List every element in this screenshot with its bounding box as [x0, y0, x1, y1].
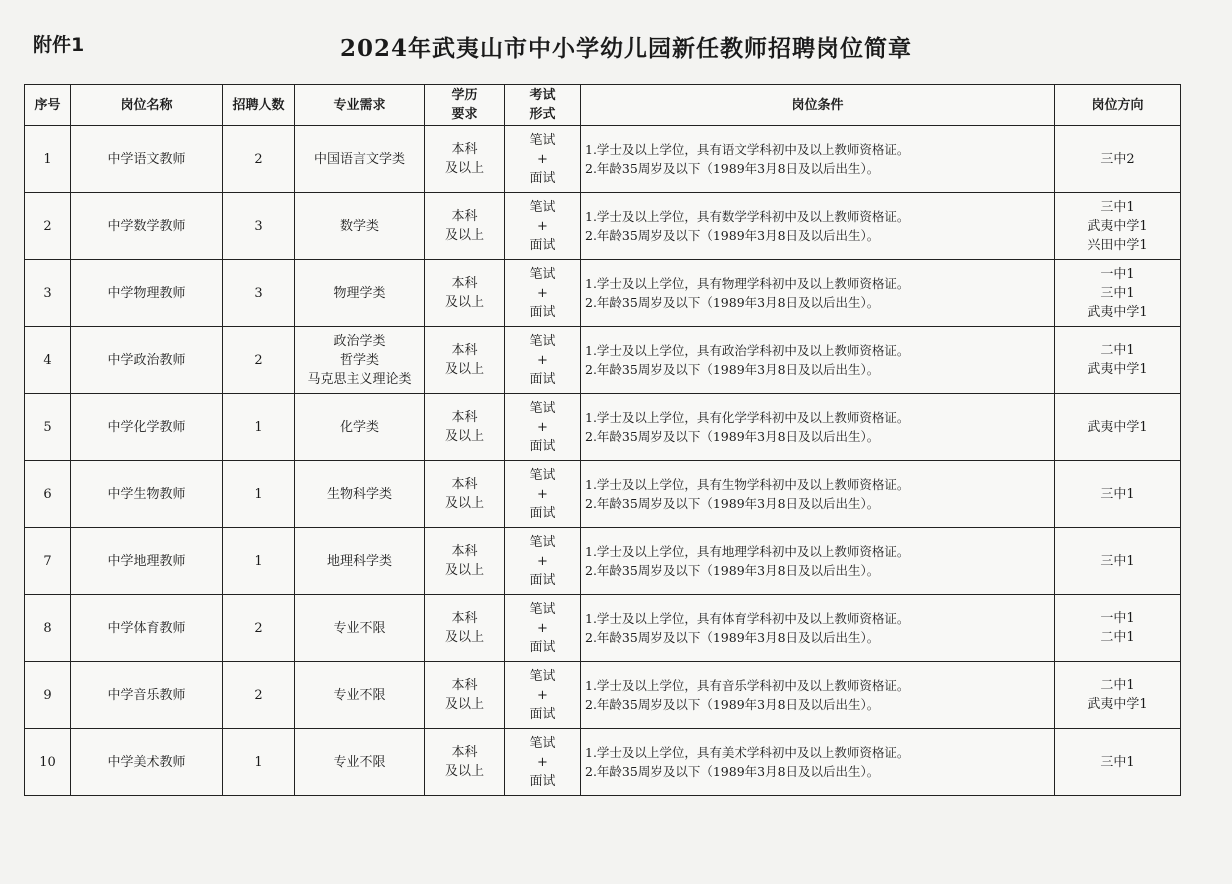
table-row — [25, 260, 1181, 327]
cell-no: 4 — [25, 327, 71, 394]
table-row — [25, 126, 1181, 193]
cell-direction: 二中1 武夷中学1 — [1055, 327, 1181, 394]
cell-position: 中学化学教师 — [71, 394, 223, 461]
cell-position: 中学政治教师 — [71, 327, 223, 394]
table-row — [25, 461, 1181, 528]
header-major: 专业需求 — [295, 85, 425, 126]
table-header-row — [25, 85, 1181, 126]
cell-no: 9 — [25, 662, 71, 729]
cell-no: 2 — [25, 193, 71, 260]
cell-education: 本科 及以上 — [425, 528, 505, 595]
cell-education: 本科 及以上 — [425, 729, 505, 796]
header-education: 学历 要求 — [425, 85, 505, 126]
cell-position: 中学体育教师 — [71, 595, 223, 662]
cell-conditions: 1.学士及以上学位，具有数学学科初中及以上教师资格证。 2.年龄35周岁及以下（1989年3月8日及以后出生）。 — [581, 193, 1055, 260]
cell-major: 生物科学类 — [295, 461, 425, 528]
cell-direction: 一中1 二中1 — [1055, 595, 1181, 662]
cell-major: 中国语言文学类 — [295, 126, 425, 193]
table-row — [25, 662, 1181, 729]
cell-no: 6 — [25, 461, 71, 528]
cell-exam: 笔试 + 面试 — [505, 662, 581, 729]
header-no: 序号 — [25, 85, 71, 126]
header-count: 招聘人数 — [223, 85, 295, 126]
cell-direction: 三中2 — [1055, 126, 1181, 193]
cell-exam: 笔试 + 面试 — [505, 126, 581, 193]
table-row — [25, 394, 1181, 461]
cell-exam: 笔试 + 面试 — [505, 595, 581, 662]
cell-major: 专业不限 — [295, 662, 425, 729]
header-direction: 岗位方向 — [1055, 85, 1181, 126]
cell-count: 1 — [223, 729, 295, 796]
recruitment-table — [24, 84, 1181, 796]
cell-direction: 三中1 — [1055, 461, 1181, 528]
cell-count: 3 — [223, 193, 295, 260]
cell-count: 1 — [223, 394, 295, 461]
cell-exam: 笔试 + 面试 — [505, 260, 581, 327]
cell-count: 1 — [223, 528, 295, 595]
cell-direction: 三中1 — [1055, 729, 1181, 796]
cell-major: 物理学类 — [295, 260, 425, 327]
table-row — [25, 193, 1181, 260]
cell-count: 2 — [223, 595, 295, 662]
cell-major: 政治学类 哲学类 马克思主义理论类 — [295, 327, 425, 394]
header-conditions: 岗位条件 — [581, 85, 1055, 126]
table-row — [25, 595, 1181, 662]
cell-conditions: 1.学士及以上学位，具有生物学科初中及以上教师资格证。 2.年龄35周岁及以下（1989年3月8日及以后出生）。 — [581, 461, 1055, 528]
cell-position: 中学数学教师 — [71, 193, 223, 260]
cell-count: 1 — [223, 461, 295, 528]
cell-exam: 笔试 + 面试 — [505, 394, 581, 461]
cell-conditions: 1.学士及以上学位，具有物理学科初中及以上教师资格证。 2.年龄35周岁及以下（1989年3月8日及以后出生）。 — [581, 260, 1055, 327]
cell-exam: 笔试 + 面试 — [505, 729, 581, 796]
cell-conditions: 1.学士及以上学位，具有化学学科初中及以上教师资格证。 2.年龄35周岁及以下（1989年3月8日及以后出生）。 — [581, 394, 1055, 461]
cell-major: 化学类 — [295, 394, 425, 461]
cell-count: 2 — [223, 662, 295, 729]
cell-direction: 武夷中学1 — [1055, 394, 1181, 461]
cell-position: 中学地理教师 — [71, 528, 223, 595]
cell-major: 专业不限 — [295, 595, 425, 662]
cell-education: 本科 及以上 — [425, 126, 505, 193]
cell-no: 7 — [25, 528, 71, 595]
cell-direction: 三中1 — [1055, 528, 1181, 595]
cell-conditions: 1.学士及以上学位，具有美术学科初中及以上教师资格证。 2.年龄35周岁及以下（1989年3月8日及以后出生）。 — [581, 729, 1055, 796]
cell-exam: 笔试 + 面试 — [505, 528, 581, 595]
page-title: 2024年武夷山市中小学幼儿园新任教师招聘岗位简章 — [339, 35, 912, 62]
table-row — [25, 729, 1181, 796]
cell-major: 地理科学类 — [295, 528, 425, 595]
cell-no: 10 — [25, 729, 71, 796]
cell-conditions: 1.学士及以上学位，具有体育学科初中及以上教师资格证。 2.年龄35周岁及以下（1989年3月8日及以后出生）。 — [581, 595, 1055, 662]
cell-exam: 笔试 + 面试 — [505, 193, 581, 260]
cell-exam: 笔试 + 面试 — [505, 461, 581, 528]
attachment-label: 附件1 — [33, 34, 85, 56]
cell-position: 中学物理教师 — [71, 260, 223, 327]
cell-major: 数学类 — [295, 193, 425, 260]
cell-count: 3 — [223, 260, 295, 327]
table-row — [25, 327, 1181, 394]
cell-direction: 一中1 三中1 武夷中学1 — [1055, 260, 1181, 327]
header-position: 岗位名称 — [71, 85, 223, 126]
cell-count: 2 — [223, 126, 295, 193]
table-row — [25, 528, 1181, 595]
cell-position: 中学语文教师 — [71, 126, 223, 193]
cell-position: 中学美术教师 — [71, 729, 223, 796]
cell-no: 5 — [25, 394, 71, 461]
cell-position: 中学生物教师 — [71, 461, 223, 528]
cell-education: 本科 及以上 — [425, 193, 505, 260]
cell-education: 本科 及以上 — [425, 260, 505, 327]
header-exam: 考试 形式 — [505, 85, 581, 126]
cell-education: 本科 及以上 — [425, 327, 505, 394]
cell-education: 本科 及以上 — [425, 394, 505, 461]
cell-no: 8 — [25, 595, 71, 662]
cell-conditions: 1.学士及以上学位，具有音乐学科初中及以上教师资格证。 2.年龄35周岁及以下（1989年3月8日及以后出生）。 — [581, 662, 1055, 729]
cell-conditions: 1.学士及以上学位，具有语文学科初中及以上教师资格证。 2.年龄35周岁及以下（1989年3月8日及以后出生）。 — [581, 126, 1055, 193]
cell-conditions: 1.学士及以上学位，具有政治学科初中及以上教师资格证。 2.年龄35周岁及以下（1989年3月8日及以后出生）。 — [581, 327, 1055, 394]
cell-education: 本科 及以上 — [425, 461, 505, 528]
cell-position: 中学音乐教师 — [71, 662, 223, 729]
cell-education: 本科 及以上 — [425, 662, 505, 729]
cell-major: 专业不限 — [295, 729, 425, 796]
cell-direction: 三中1 武夷中学1 兴田中学1 — [1055, 193, 1181, 260]
cell-direction: 二中1 武夷中学1 — [1055, 662, 1181, 729]
cell-no: 1 — [25, 126, 71, 193]
cell-exam: 笔试 + 面试 — [505, 327, 581, 394]
cell-conditions: 1.学士及以上学位，具有地理学科初中及以上教师资格证。 2.年龄35周岁及以下（1989年3月8日及以后出生）。 — [581, 528, 1055, 595]
cell-no: 3 — [25, 260, 71, 327]
cell-count: 2 — [223, 327, 295, 394]
cell-education: 本科 及以上 — [425, 595, 505, 662]
